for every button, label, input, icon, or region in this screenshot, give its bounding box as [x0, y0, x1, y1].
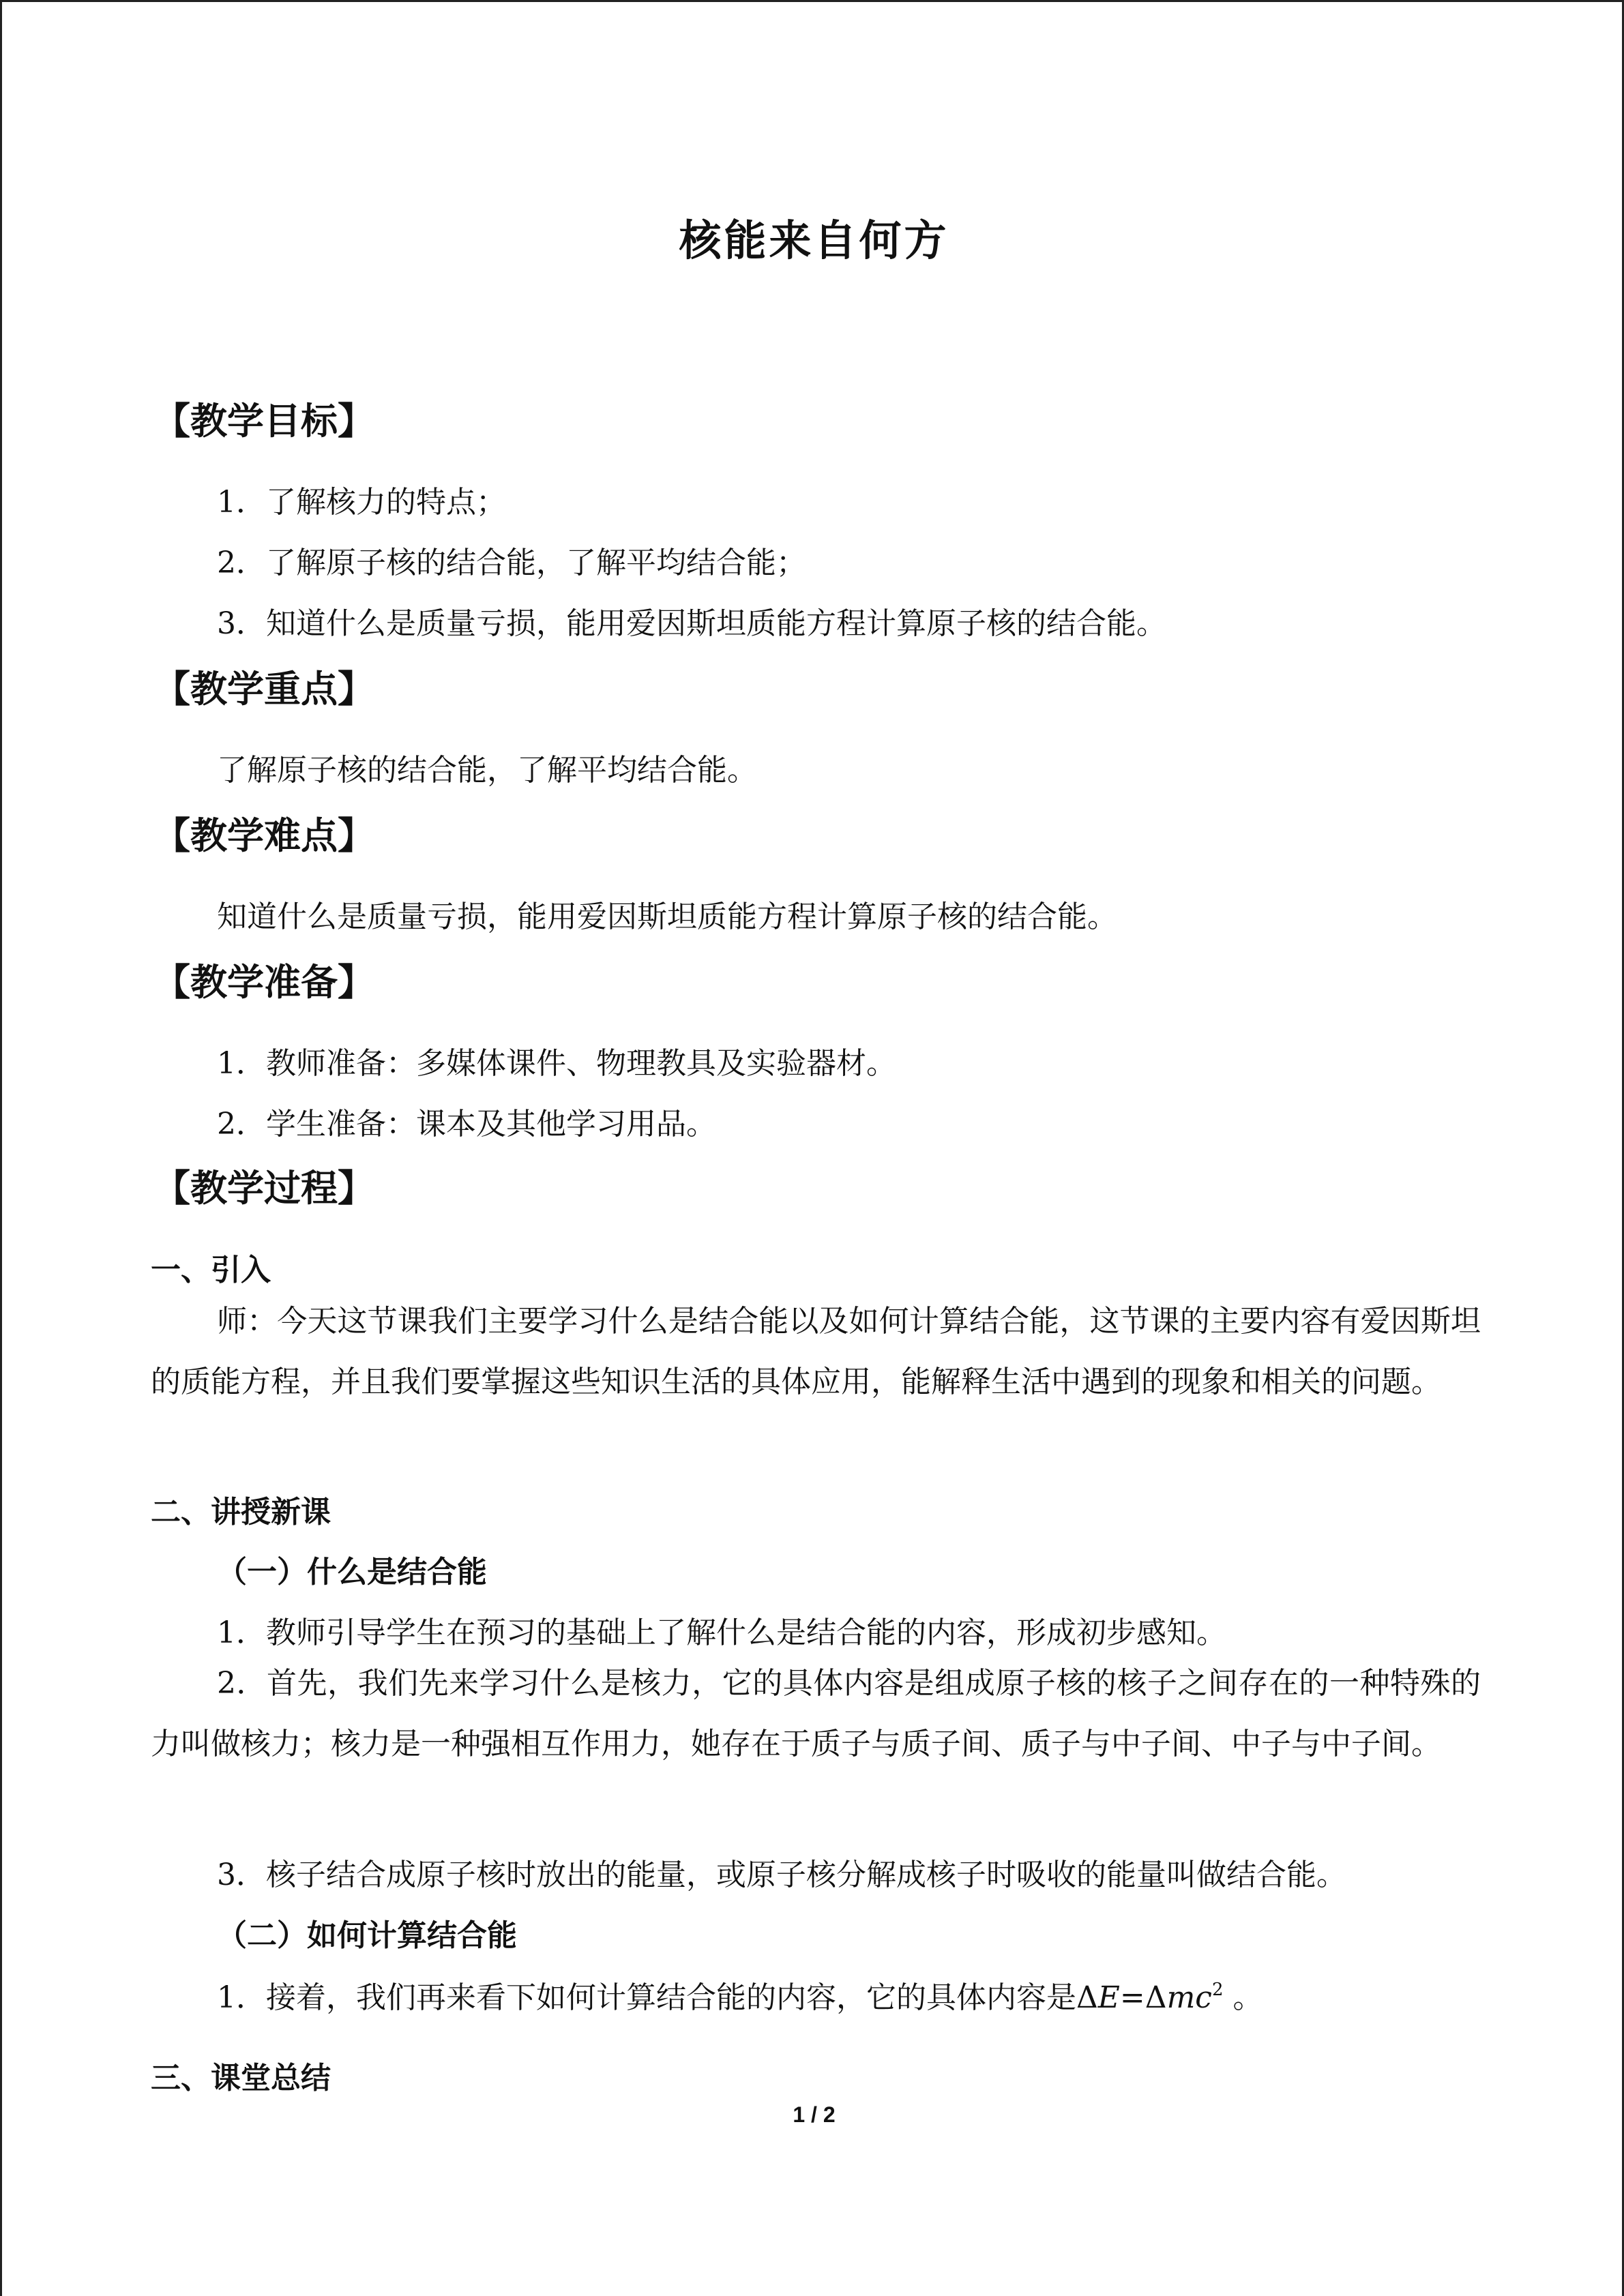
- objective-item-3: 3．知道什么是质量亏损，能用爱因斯坦质能方程计算原子核的结合能。: [217, 606, 1166, 641]
- page-number: 1 / 2: [793, 2102, 836, 2127]
- key-points-text: 了解原子核的结合能，了解平均结合能。: [217, 753, 757, 788]
- document-title: 核能来自何方: [679, 215, 949, 265]
- difficulties-heading: 【教学难点】: [153, 814, 374, 857]
- formula-mc: mc: [1166, 1980, 1212, 2015]
- preparation-item-1: 1．教师准备：多媒体课件、物理教具及实验器材。: [217, 1046, 896, 1081]
- objective-item-2: 2．了解原子核的结合能，了解平均结合能；: [217, 546, 806, 580]
- part2-heading: （二）如何计算结合能: [217, 1918, 517, 1953]
- preparation-heading: 【教学准备】: [153, 961, 374, 1004]
- difficulties-text: 知道什么是质量亏损，能用爱因斯坦质能方程计算原子核的结合能。: [217, 899, 1117, 934]
- formula-equals-delta: =Δ: [1119, 1980, 1167, 2015]
- part1-paragraph-3: 3．核子结合成原子核时放出的能量，或原子核分解成核子时吸收的能量叫做结合能。: [217, 1858, 1346, 1892]
- part1-heading: （一）什么是结合能: [217, 1555, 487, 1590]
- key-points-heading: 【教学重点】: [153, 668, 374, 711]
- part2-paragraph-1: [217, 1973, 1263, 2016]
- preparation-item-2: 2．学生准备：课本及其他学习用品。: [217, 1107, 716, 1142]
- part2-paragraph-1-text: 1．接着，我们再来看下如何计算结合能的内容，它的具体内容是: [217, 1980, 1076, 2015]
- formula-energy: E: [1097, 1980, 1120, 2015]
- part1-paragraph-1: 1．教师引导学生在预习的基础上了解什么是结合能的内容，形成初步感知。: [217, 1615, 1226, 1650]
- formula-delta: Δ: [1076, 1980, 1098, 2015]
- process-heading: 【教学过程】: [153, 1167, 374, 1210]
- objectives-heading: 【教学目标】: [153, 400, 374, 443]
- intro-heading: 一、引入: [151, 1253, 271, 1287]
- objective-item-1: 1．了解核力的特点；: [217, 485, 506, 520]
- formula-exponent: 2: [1211, 1980, 1224, 2000]
- part1-paragraph-2: 2．首先，我们先来学习什么是核力，它的具体内容是组成原子核的核子之间存在的一种特殊的力叫做核力；核力是一种强相互作用力，她存在于质子与质子间、质子与中子间、中子与中子间。: [151, 1666, 1481, 1761]
- new-lesson-heading: 二、讲授新课: [151, 1495, 331, 1530]
- summary-heading: 三、课堂总结: [151, 2061, 331, 2096]
- part2-paragraph-1-end: 。: [1223, 1980, 1263, 2015]
- intro-paragraph: 师：今天这节课我们主要学习什么是结合能以及如何计算结合能，这节课的主要内容有爱因斯坦的质能方程，并且我们要掌握这些知识生活的具体应用，能解释生活中遇到的现象和相关的问题。: [151, 1304, 1481, 1399]
